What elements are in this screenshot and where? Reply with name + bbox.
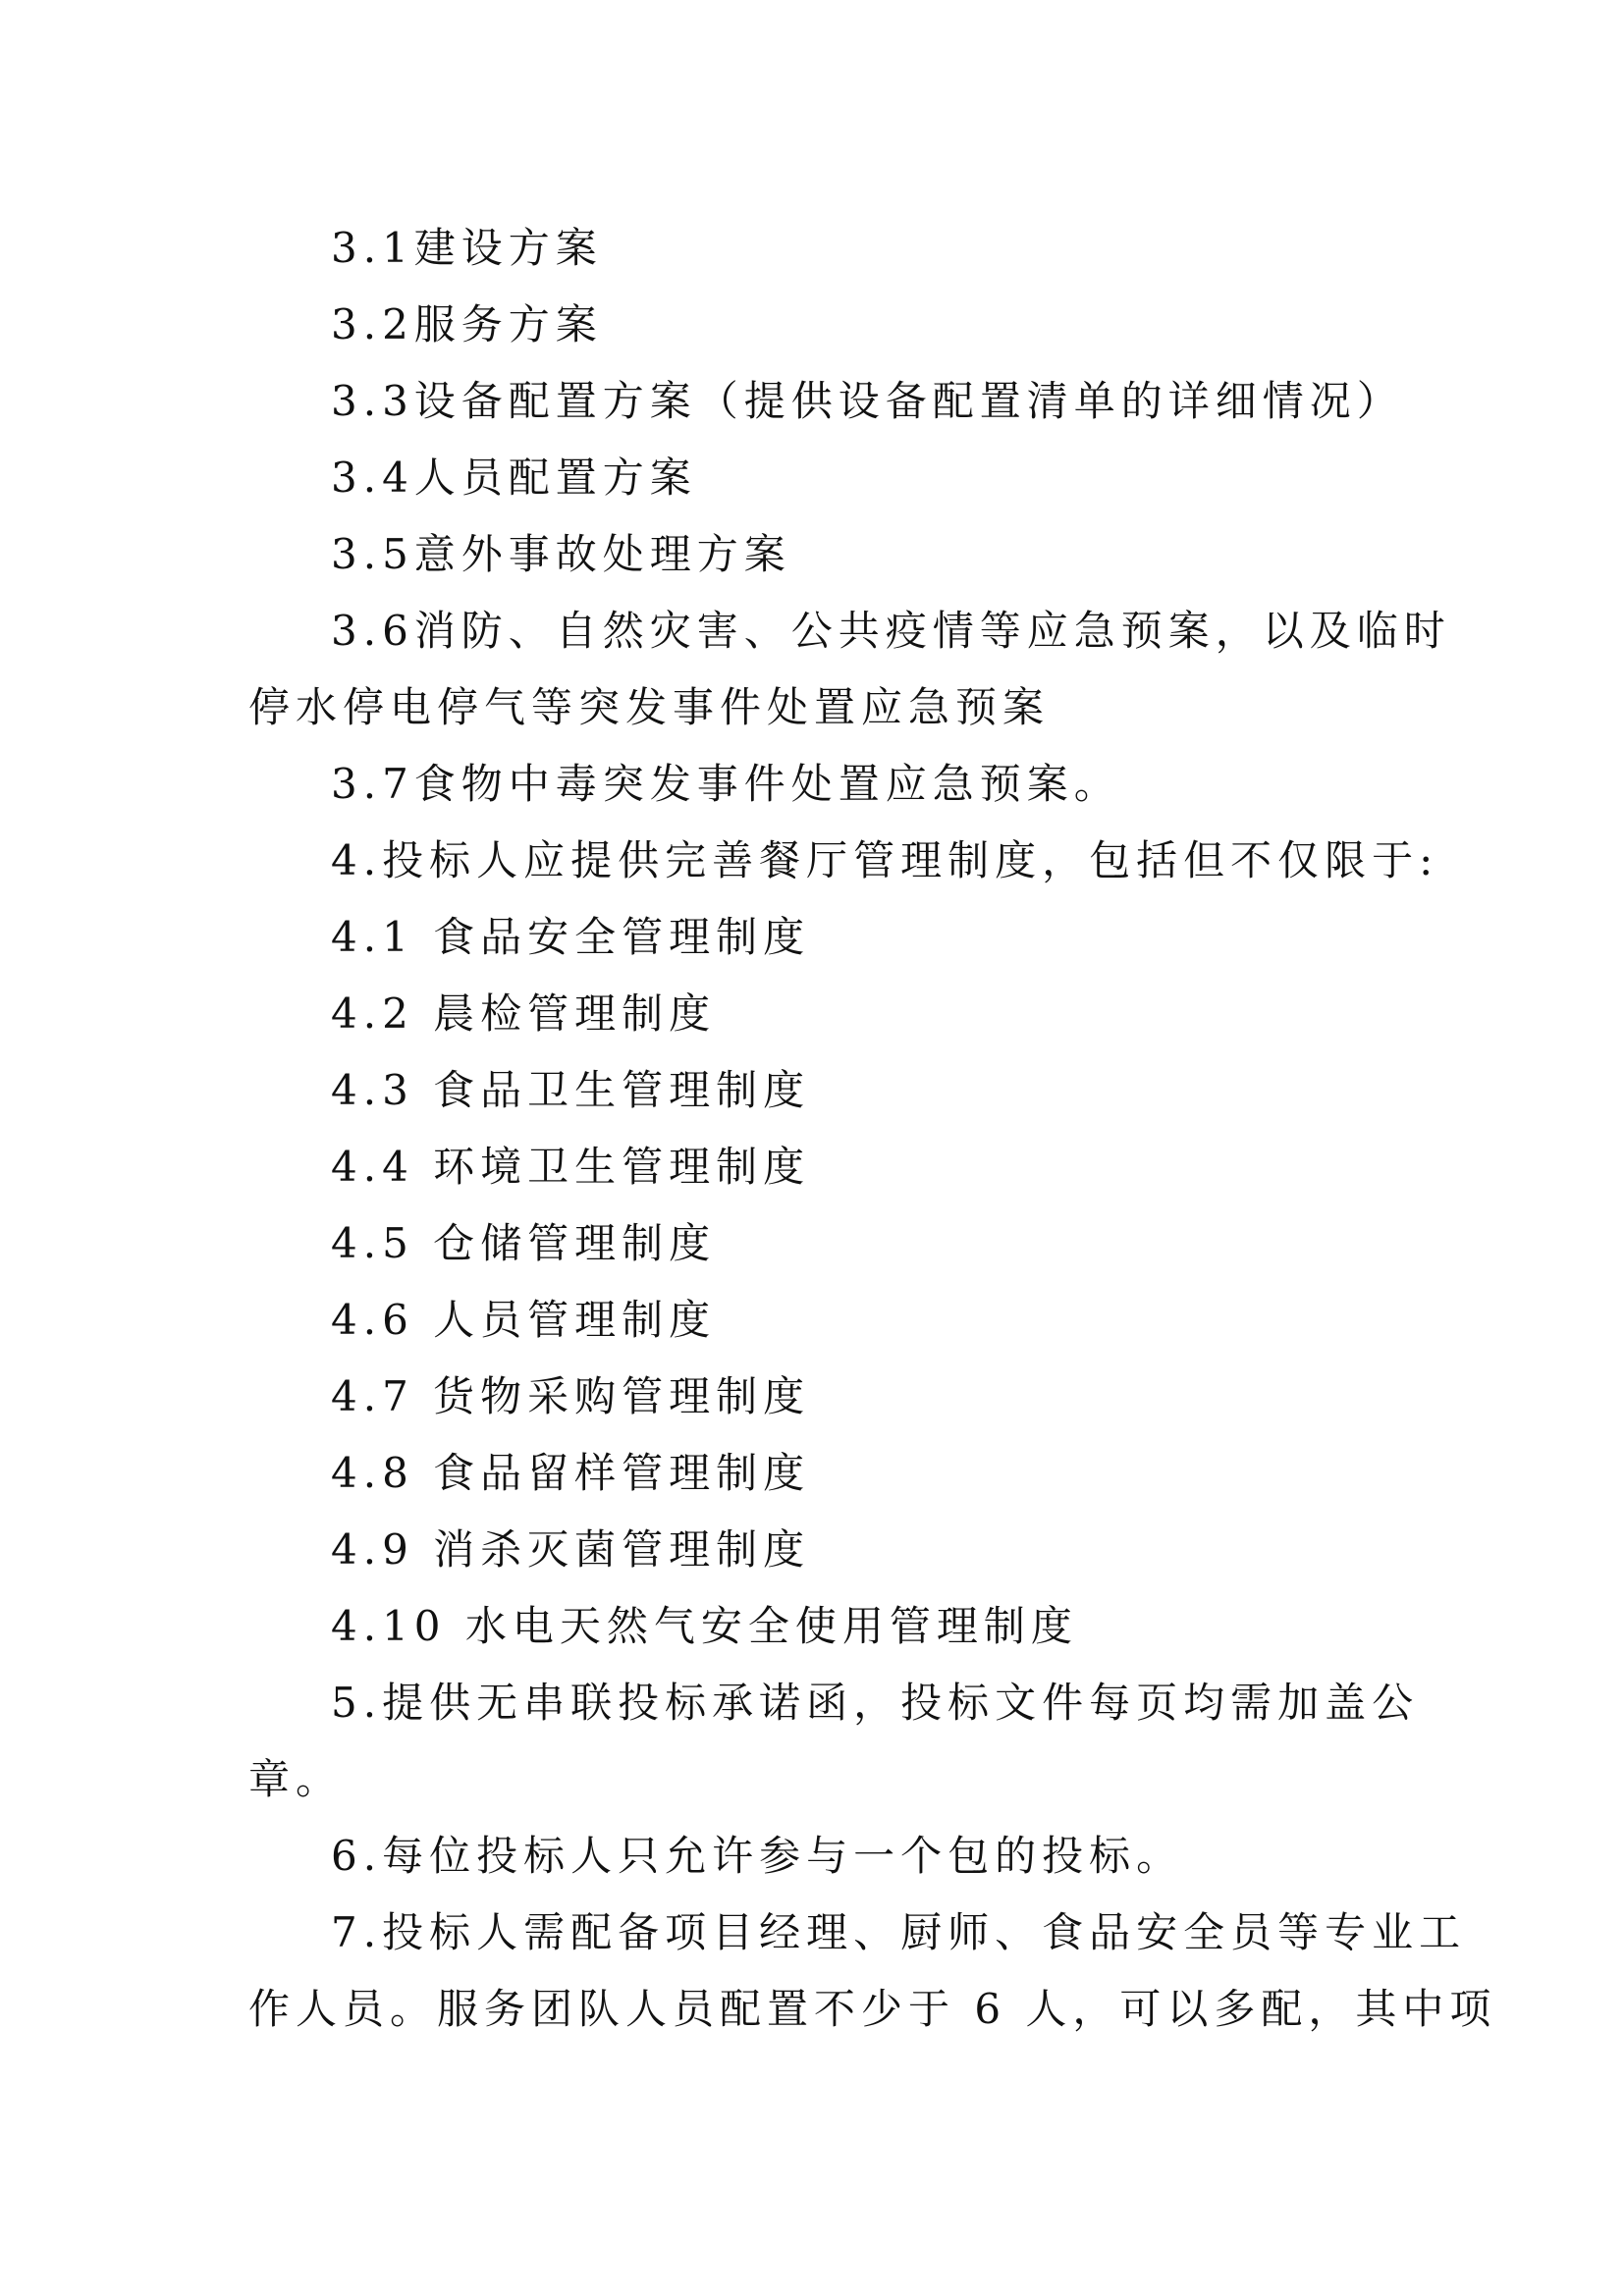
item-3-2	[248, 287, 1397, 363]
item-3-6	[248, 593, 1451, 746]
item-3-1-text: 3.1建设方案	[331, 224, 603, 272]
item-3-3-text: 3.3设备配置方案（提供设备配置清单的详细情况）	[331, 377, 1404, 425]
item-4-9-text: 4.9 消杀灭菌管理制度	[331, 1525, 811, 1574]
item-4-1-text: 4.1 食品安全管理制度	[331, 913, 811, 961]
item-5-text-2: 章。	[248, 1755, 344, 1803]
item-4-3	[248, 1052, 1397, 1129]
item-4-1	[248, 899, 1397, 976]
item-3-5	[248, 516, 1397, 593]
document-body	[248, 210, 1497, 2048]
item-6	[248, 1818, 1397, 1895]
item-3-6-text-1: 3.6消防、自然灾害、公共疫情等应急预案，以及临时	[331, 607, 1451, 655]
item-3-6-line-1	[248, 593, 1451, 669]
item-3-4-text: 3.4人员配置方案	[331, 454, 697, 502]
item-4-8-text: 4.8 食品留样管理制度	[331, 1449, 811, 1497]
item-5-line-1	[248, 1665, 1420, 1741]
item-7	[248, 1895, 1497, 2048]
item-4-3-text: 4.3 食品卫生管理制度	[331, 1066, 811, 1114]
item-6-text: 6.每位投标人只允许参与一个包的投标。	[331, 1832, 1184, 1880]
item-4-9	[248, 1512, 1397, 1588]
item-4-6-text: 4.6 人员管理制度	[331, 1296, 717, 1344]
item-7-line-1	[248, 1895, 1467, 1971]
item-4-2-text: 4.2 晨检管理制度	[331, 989, 717, 1038]
item-3-6-line-2	[248, 669, 1397, 746]
item-4-7-text: 4.7 货物采购管理制度	[331, 1372, 811, 1420]
item-4-7	[248, 1359, 1397, 1435]
item-7-line-2	[248, 1971, 1497, 2048]
item-7-text-1: 7.投标人需配备项目经理、厨师、食品安全员等专业工	[331, 1908, 1467, 1956]
item-3-7	[248, 746, 1397, 823]
item-4-4	[248, 1129, 1397, 1205]
item-4-10	[248, 1588, 1397, 1665]
item-3-5-text: 3.5意外事故处理方案	[331, 530, 791, 578]
item-3-7-text: 3.7食物中毒突发事件处置应急预案。	[331, 760, 1121, 808]
item-4-10-text: 4.10 水电天然气安全使用管理制度	[331, 1602, 1078, 1650]
item-5-line-2	[248, 1741, 1397, 1818]
item-4-4-text: 4.4 环境卫生管理制度	[331, 1143, 811, 1191]
item-3-2-text: 3.2服务方案	[331, 300, 603, 348]
item-4-8	[248, 1435, 1397, 1512]
item-7-text-2: 作人员。服务团队人员配置不少于 6 人，可以多配，其中项	[248, 1985, 1497, 2033]
item-3-3	[248, 363, 1404, 440]
item-3-1	[248, 210, 1397, 287]
item-5-text-1: 5.提供无串联投标承诺函，投标文件每页均需加盖公	[331, 1679, 1420, 1727]
item-5	[248, 1665, 1420, 1818]
item-3-4	[248, 440, 1397, 516]
item-4-6	[248, 1282, 1397, 1359]
item-4-text: 4.投标人应提供完善餐厅管理制度，包括但不仅限于:	[331, 836, 1439, 884]
item-3-6-text-2: 停水停电停气等突发事件处置应急预案	[248, 683, 1051, 731]
item-4-5	[248, 1205, 1397, 1282]
item-4-2	[248, 976, 1397, 1052]
item-4	[248, 823, 1439, 899]
item-4-5-text: 4.5 仓储管理制度	[331, 1219, 717, 1267]
